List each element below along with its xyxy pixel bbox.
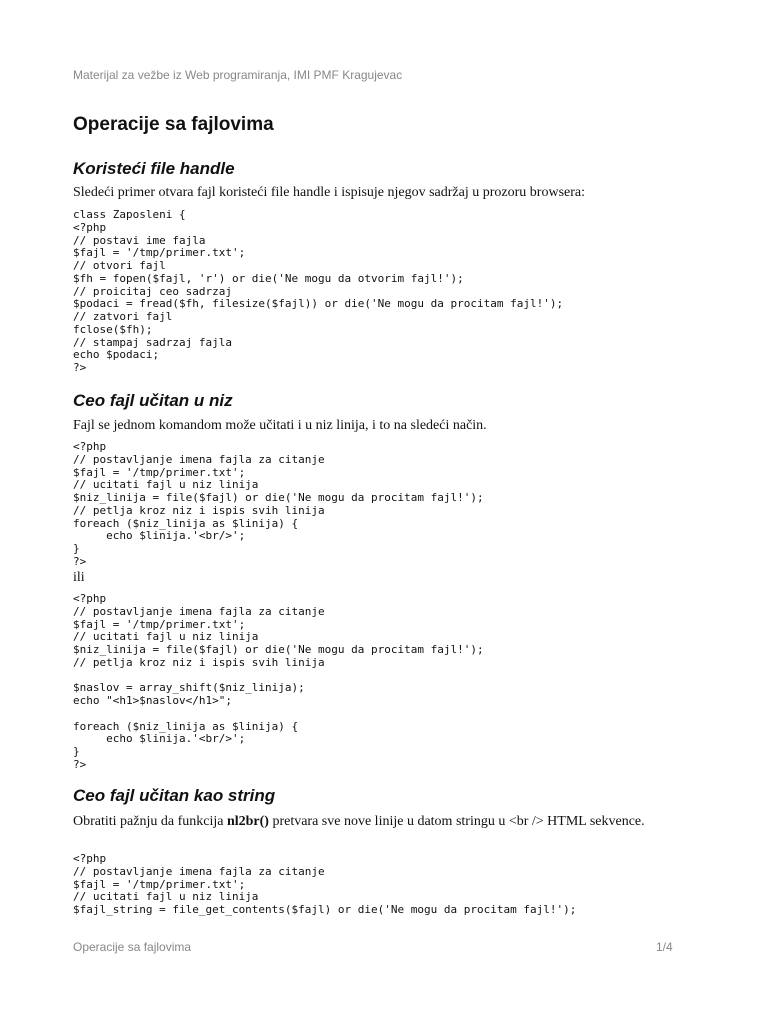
section-heading-file-string: Ceo fajl učitan kao string [73,786,276,805]
section-heading-file-array: Ceo fajl učitan u niz [73,391,233,410]
page-header: Materijal za vežbe iz Web programiranja, IMI PMF Kragujevac [73,68,403,82]
section-intro-file-string [73,814,695,830]
page-number: 1/4 [656,940,673,954]
page-title: Operacije sa fajlovima [73,114,274,135]
footer-title: Operacije sa fajlovima [73,940,192,954]
code-block-file-array: <?php // postavljanje imena fajla za citanje $fajl = '/tmp/primer.txt'; // ucitati fajl u niz linija $niz_linija = file($fajl) or die('Ne mogu da procitam fajl!'); // petlja kroz niz i ispis svih linija foreach ($niz_linija as $linija) { echo $linija.'<br/>'; } ?> [73,440,484,568]
function-name-nl2br: nl2br() [226,814,269,829]
section-heading-file-handle: Koristeći file handle [73,159,235,178]
intro-text-after: pretvara sve nove linije u datom stringu u <br /> HTML sekvence. [268,814,645,829]
code-block-file-string: <?php // postavljanje imena fajla za citanje $fajl = '/tmp/primer.txt'; // ucitati fajl u niz linija $fajl_string = file_get_contents($fajl) or die('Ne mogu da procitam fajl!'); [73,852,577,916]
separator-text: ili [73,570,85,585]
section-intro-file-handle: Sledeći primer otvara fajl koristeći file handle i ispisuje njegov sadržaj u prozoru browsera: [73,185,585,200]
section-intro-file-array: Fajl se jednom komandom može učitati i u niz linija, i to na sledeći način. [73,418,487,433]
intro-text-before: Obratiti pažnju da funkcija [73,814,227,829]
code-block-file-array-alt: <?php // postavljanje imena fajla za citanje $fajl = '/tmp/primer.txt'; // ucitati fajl u niz linija $niz_linija = file($fajl) or die('Ne mogu da procitam fajl!'); // petlja kroz niz i ispis svih linija $naslov = array_shift($niz_linija); echo "<h1>$naslov</h1>"; foreach ($niz_linija as $linija) { echo $linija.'<br/>'; } ?> [73,592,484,771]
code-block-file-handle: class Zaposleni { <?php // postavi ime fajla $fajl = '/tmp/primer.txt'; // otvori fajl $fh = fopen($fajl, 'r') or die('Ne mogu da otvorim fajl!'); // proicitaj ceo sadrzaj $podaci = fread($fh, filesize($fajl)) or die('Ne mogu da procitam fajl!'); // zatvori fajl fclose($fh); // stampaj sadrzaj fajla echo $podaci; ?> [73,208,564,374]
